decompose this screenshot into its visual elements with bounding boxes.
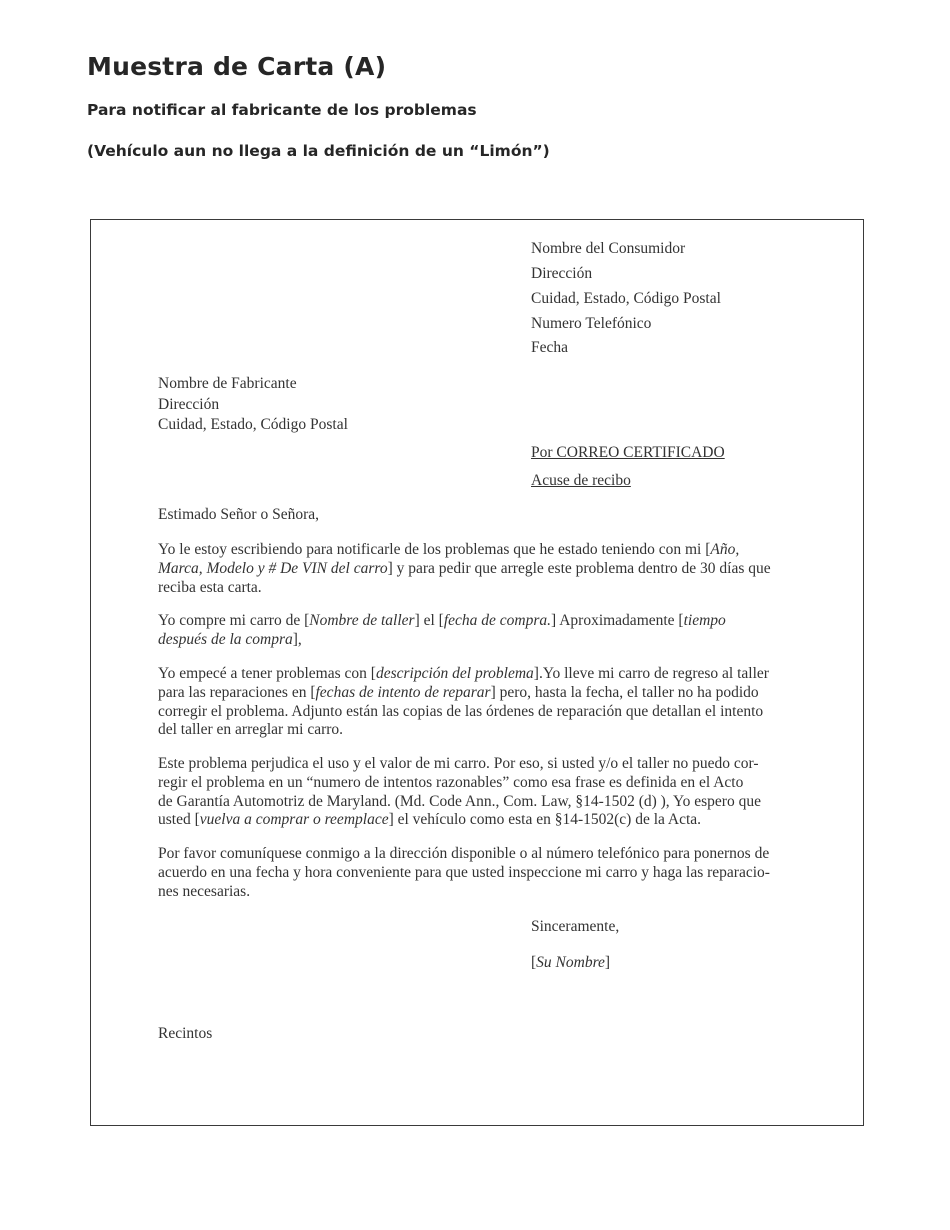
p1-text-c: reciba esta carta. xyxy=(158,578,262,596)
paragraph-repairs xyxy=(158,665,808,740)
p1-field-make-model-vin: Marca, Modelo y # De VIN del carro xyxy=(158,559,388,577)
recipient-city: Cuidad, Estado, Código Postal xyxy=(158,416,348,433)
sender-address: Dirección xyxy=(531,265,593,282)
p3-text-b: ].Yo lleve mi carro de regreso al taller xyxy=(533,665,769,682)
p4-line-4-a: usted [ xyxy=(158,811,200,829)
sender-phone: Numero Telefónico xyxy=(531,315,652,332)
p3-text-f: del taller en arreglar mi carro. xyxy=(158,721,344,739)
page-title: Muestra de Carta (A) xyxy=(87,52,387,81)
p2-text-a: Yo compre mi carro de [ xyxy=(158,612,310,629)
p1-text-a: Yo le estoy escribiendo para notificarle de los problemas que he estado teniendo con mi [ xyxy=(158,541,711,558)
subtitle-purpose: Para notificar al fabricante de los problemas xyxy=(87,101,477,119)
sender-name: Nombre del Consumidor xyxy=(531,240,686,257)
p1-field-year: Año, xyxy=(710,541,740,558)
receipt-label: Acuse de recibo xyxy=(531,472,631,489)
p3-field-repair-dates: fechas de intento de reparar xyxy=(315,683,491,701)
signature-name: Su Nombre xyxy=(536,954,605,971)
sender-date: Fecha xyxy=(531,339,569,356)
recipient-address: Dirección xyxy=(158,396,220,413)
paragraph-warranty-act xyxy=(158,755,808,830)
signature-bracket-close: ] xyxy=(604,954,611,971)
paragraph-vehicle-problems xyxy=(158,541,808,597)
p3-text-a: Yo empecé a tener problemas con [ xyxy=(158,665,376,682)
p1-text-b: ] y para pedir que arregle este problema dentro de 30 días que xyxy=(387,559,771,577)
p2-field-time: tiempo xyxy=(683,612,726,629)
salutation: Estimado Señor o Señora, xyxy=(158,506,320,523)
p5-line-1: Por favor comuníquese conmigo a la dirección disponible o al número telefónico para ponernos de xyxy=(158,845,770,862)
paragraph-purchase xyxy=(158,612,808,650)
p3-text-e: corregir el problema. Adjunto están las copias de las órdenes de reparación que detallan el intento xyxy=(158,702,764,720)
signature-placeholder xyxy=(531,954,610,972)
certified-mail-label: Por CORREO CERTIFICADO xyxy=(531,444,725,461)
recipient-name: Nombre de Fabricante xyxy=(158,375,297,392)
p4-line-3: de Garantía Automotriz de Maryland. (Md. Code Ann., Com. Law, §14-1502 (d) ), Yo espero que xyxy=(158,792,761,810)
paragraph-contact xyxy=(158,845,808,901)
sender-city: Cuidad, Estado, Código Postal xyxy=(531,290,721,307)
p5-line-2: acuerdo en una fecha y hora conveniente para que usted inspeccione mi carro y haga las reparacio- xyxy=(158,863,770,881)
p4-line-1: Este problema perjudica el uso y el valor de mi carro. Por eso, si usted y/o el taller no puedo cor- xyxy=(158,755,759,772)
p3-text-c: para las reparaciones en [ xyxy=(158,683,316,701)
signature-bracket-open: [ xyxy=(531,954,537,971)
p2-field-dealer: Nombre de taller xyxy=(309,612,415,629)
p2-text-c: ] Aproximadamente [ xyxy=(551,612,684,629)
p4-field-remedy: vuelva a comprar o reemplace xyxy=(199,811,389,829)
closing: Sinceramente, xyxy=(531,918,620,935)
p2-field-purchase-date: fecha de compra. xyxy=(443,612,552,629)
p5-line-3: nes necesarias. xyxy=(158,882,251,900)
p2-text-b: ] el [ xyxy=(414,612,444,629)
subtitle-condition: (Vehículo aun no llega a la definición de un “Limón”) xyxy=(87,142,550,160)
p4-line-4-b: ] el vehículo como esta en §14-1502(c) de la Acta. xyxy=(388,811,702,829)
p2-text-d: ], xyxy=(292,630,302,648)
p3-field-problem-description: descripción del problema xyxy=(375,665,534,682)
enclosures-label: Recintos xyxy=(158,1025,213,1042)
p2-field-after-purchase: después de la compra xyxy=(158,630,293,648)
p4-line-2: regir el problema en un “numero de intentos razonables” como esa frase es definida en el Acto xyxy=(158,773,744,791)
p3-text-d: ] pero, hasta la fecha, el taller no ha podido xyxy=(490,683,759,701)
